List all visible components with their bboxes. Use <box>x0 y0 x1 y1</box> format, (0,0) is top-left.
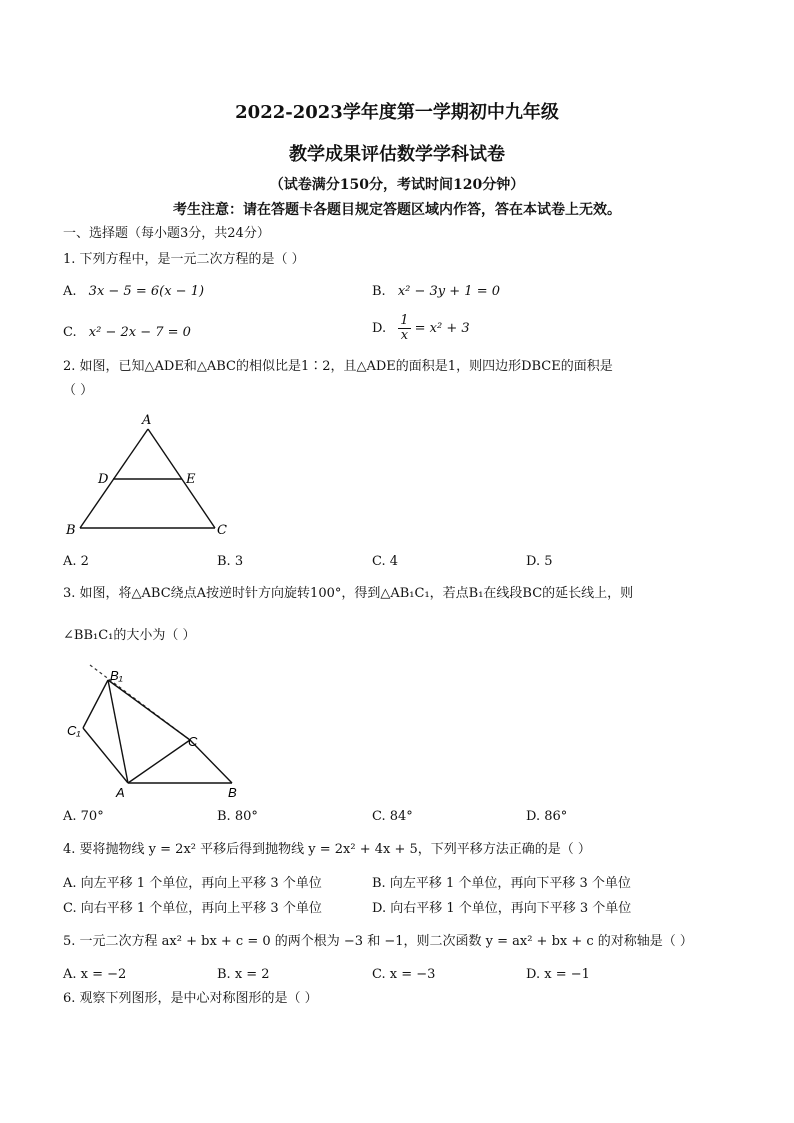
q1-option-d <box>372 314 470 343</box>
q1-option-d-label: D. <box>372 321 387 336</box>
exam-notice: 考生注意：请在答题卡各题目规定答题区域内作答，答在本试卷上无效。 <box>173 202 621 218</box>
q1-option-c-label: C. <box>63 325 77 340</box>
q3-label-b1: B₁ <box>110 668 123 683</box>
q5-option-b: B. x = 2 <box>217 967 270 982</box>
q1-option-d-fraction <box>398 314 410 343</box>
q4-option-a: A. 向左平移 1 个单位，再向上平移 3 个单位 <box>63 876 322 891</box>
section-heading: 一、选择题（每小题3分，共24分） <box>63 226 270 241</box>
q3-rotation-figure <box>60 660 250 805</box>
q3-label-a: A <box>116 785 125 800</box>
q1-option-d-denominator: x <box>400 328 409 343</box>
q3-option-c: C. 84° <box>372 809 413 824</box>
q2-label-d: D <box>98 472 109 487</box>
q2-label-a: A <box>142 413 152 428</box>
q1-option-b-text: x² − 3y + 1 = 0 <box>397 284 500 299</box>
q4-option-d: D. 向右平移 1 个单位，再向下平移 3 个单位 <box>372 901 632 916</box>
q2-stem: 2. 如图，已知△ADE和△ABC的相似比是1∶2，且△ADE的面积是1，则四边形DBCE的面积是 <box>63 359 613 374</box>
q1-option-c-text: x² − 2x − 7 = 0 <box>88 325 191 340</box>
q2-stem-cont: （ ） <box>63 383 94 398</box>
q4-option-c: C. 向右平移 1 个单位，再向上平移 3 个单位 <box>63 901 322 916</box>
q1-option-b <box>372 283 500 301</box>
q2-option-b: B. 3 <box>217 554 244 569</box>
q1-option-d-text: = x² + 3 <box>414 321 470 336</box>
q3-segment-ac <box>128 740 190 783</box>
q2-option-c: C. 4 <box>372 554 399 569</box>
q5-option-d: D. x = −1 <box>526 967 590 982</box>
q1-option-a-label: A. <box>63 284 77 299</box>
q1-option-c <box>63 324 191 342</box>
q2-label-e: E <box>186 472 196 487</box>
exam-subtitle: （试卷满分150分，考试时间120分钟） <box>269 177 525 193</box>
exam-title-line2: 教学成果评估数学学科试卷 <box>289 144 505 165</box>
q3-segment-b1c <box>108 680 190 740</box>
q3-segment-c1a <box>83 728 128 783</box>
q4-option-b: B. 向左平移 1 个单位，再向下平移 3 个单位 <box>372 876 631 891</box>
q3-option-b: B. 80° <box>217 809 258 824</box>
q1-option-a <box>63 283 204 301</box>
q3-label-b: B <box>228 785 237 800</box>
q3-label-c1: C₁ <box>67 723 81 738</box>
q3-label-c: C <box>188 734 198 749</box>
q1-option-a-text: 3x − 5 = 6(x − 1) <box>88 284 205 299</box>
q3-stem: 3. 如图，将△ABC绕点A按逆时针方向旋转100°，得到△AB₁C₁，若点B₁在线段BC的延长线上，则 <box>63 586 634 601</box>
q6-stem: 6. 观察下列图形，是中心对称图形的是（ ） <box>63 991 318 1006</box>
q2-label-b: B <box>66 523 76 538</box>
q2-label-c: C <box>217 523 227 538</box>
exam-title-line1: 2022-2023学年度第一学期初中九年级 <box>235 102 559 123</box>
q3-option-d: D. 86° <box>526 809 568 824</box>
q5-stem: 5. 一元二次方程 ax² + bx + c = 0 的两个根为 −3 和 −1，则二次函数 y = ax² + bx + c 的对称轴是（ ） <box>63 934 693 949</box>
q4-stem: 4. 要将抛物线 y = 2x² 平移后得到抛物线 y = 2x² + 4x + 5，下列平移方法正确的是（ ） <box>63 842 591 857</box>
q5-option-a: A. x = −2 <box>63 967 127 982</box>
q2-option-d: D. 5 <box>526 554 553 569</box>
q1-option-b-label: B. <box>372 284 386 299</box>
q2-option-a: A. 2 <box>63 554 89 569</box>
q3-stem-cont: ∠BB₁C₁的大小为（ ） <box>63 628 196 643</box>
q5-option-c: C. x = −3 <box>372 967 436 982</box>
q3-segment-ab1 <box>108 680 128 783</box>
q1-option-d-numerator: 1 <box>400 313 409 328</box>
q1-stem: 1. 下列方程中，是一元二次方程的是（ ） <box>63 252 305 267</box>
q3-option-a: A. 70° <box>63 809 104 824</box>
q2-triangle-figure <box>60 410 240 540</box>
q3-segment-b1c1 <box>83 680 108 728</box>
